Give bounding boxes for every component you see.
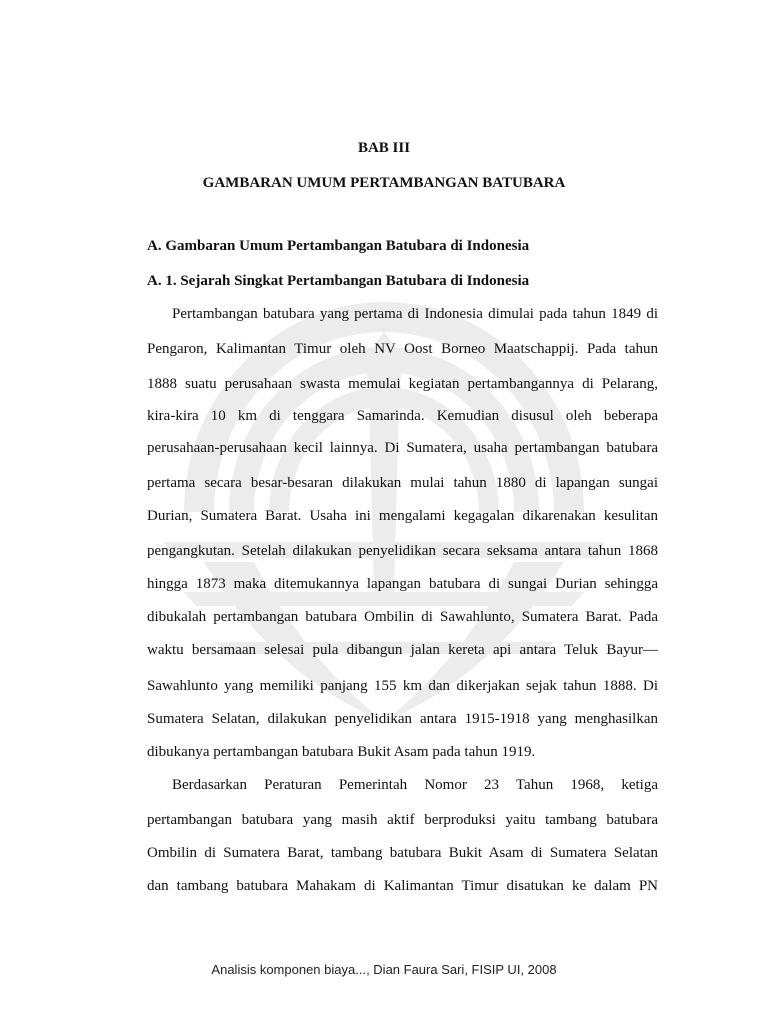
paragraph-line: Pengaron, Kalimantan Timur oleh NV Oost Borneo Maatschappij. Pada tahun <box>147 341 658 357</box>
paragraph-line: Berdasarkan Peraturan Pemerintah Nomor 23 Tahun 1968, ketiga <box>172 777 658 793</box>
paragraph-line: Durian, Sumatera Barat. Usaha ini mengalami kegagalan dikarenakan kesulitan <box>147 508 658 524</box>
paragraph-line: Ombilin di Sumatera Barat, tambang batubara Bukit Asam di Sumatera Selatan <box>147 845 658 861</box>
paragraph-line: kira-kira 10 km di tenggara Samarinda. Kemudian disusul oleh beberapa <box>147 408 658 424</box>
paragraph-line: pengangkutan. Setelah dilakukan penyelidikan secara seksama antara tahun 1868 <box>147 543 658 559</box>
paragraph-line: Pertambangan batubara yang pertama di Indonesia dimulai pada tahun 1849 di <box>172 306 658 322</box>
paragraph-line: Sumatera Selatan, dilakukan penyelidikan antara 1915-1918 yang menghasilkan <box>147 711 658 727</box>
page-footer: Analisis komponen biaya..., Dian Faura Sari, FISIP UI, 2008 <box>211 962 557 977</box>
paragraph-line: dan tambang batubara Mahakam di Kalimantan Timur disatukan ke dalam PN <box>147 878 658 894</box>
chapter-number: BAB III <box>357 140 411 156</box>
paragraph-line: pertambangan batubara yang masih aktif berproduksi yaitu tambang batubara <box>147 812 658 828</box>
paragraph-line: perusahaan-perusahaan kecil lainnya. Di Sumatera, usaha pertambangan batubara <box>147 440 658 456</box>
section-heading-a1: A. 1. Sejarah Singkat Pertambangan Batubara di Indonesia <box>147 273 530 289</box>
paragraph-line: dibukanya pertambangan batubara Bukit Asam pada tahun 1919. <box>147 744 536 760</box>
paragraph-line: hingga 1873 maka ditemukannya lapangan batubara di sungai Durian sehingga <box>147 576 658 592</box>
paragraph-line: pertama secara besar-besaran dilakukan mulai tahun 1880 di lapangan sungai <box>147 475 658 491</box>
section-heading-a: A. Gambaran Umum Pertambangan Batubara di Indonesia <box>147 238 530 254</box>
paragraph-line: waktu bersamaan selesai pula dibangun jalan kereta api antara Teluk Bayur— <box>147 642 658 658</box>
chapter-title: GAMBARAN UMUM PERTAMBANGAN BATUBARA <box>202 175 566 191</box>
paragraph-line: dibukalah pertambangan batubara Ombilin di Sawahlunto, Sumatera Barat. Pada <box>147 609 658 625</box>
paragraph-line: Sawahlunto yang memiliki panjang 155 km dan dikerjakan sejak tahun 1888. Di <box>147 678 658 694</box>
paragraph-line: 1888 suatu perusahaan swasta memulai kegiatan pertambangannya di Pelarang, <box>147 376 658 392</box>
